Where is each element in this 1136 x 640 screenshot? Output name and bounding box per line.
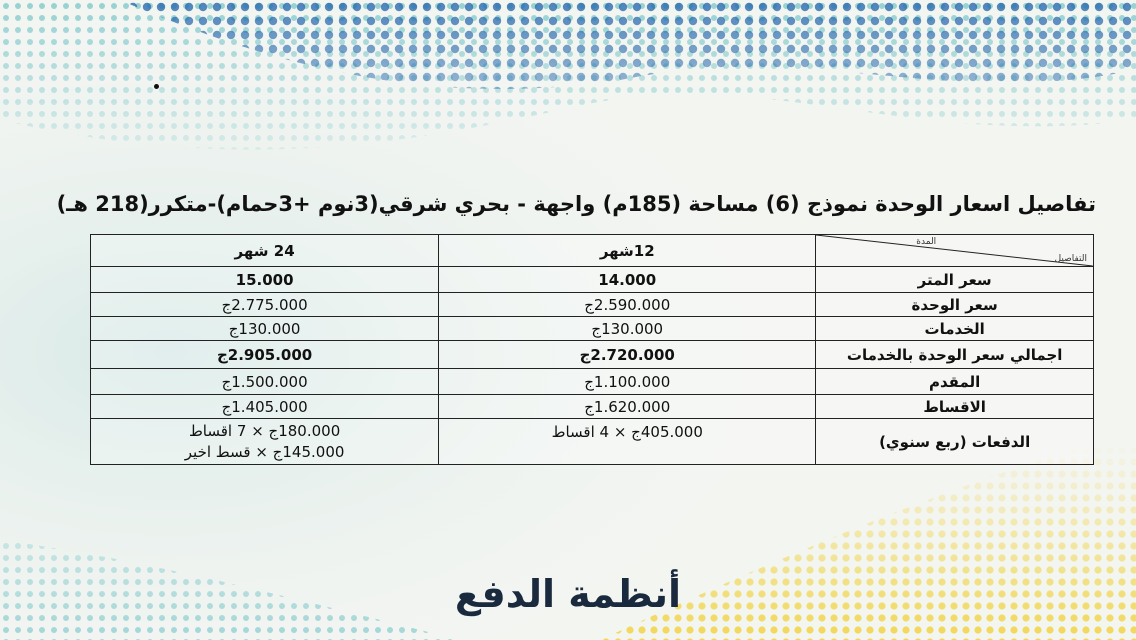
payments-12: 405.000ج × 4 اقساط (439, 419, 816, 465)
installments-24: 1.405.000ج (91, 395, 439, 419)
meter-price-24: 15.000 (91, 267, 439, 293)
table-header-row (91, 235, 1094, 267)
unit-price-12: 2.590.000ج (439, 293, 816, 317)
unit-price-heading: تفاصيل اسعار الوحدة نموذج (6) مساحة (185م) واجهة - بحري شرقي(3نوم +3حمام)-متكرر(218 هـ) (56, 192, 1096, 216)
table-row (91, 293, 1094, 317)
price-details-table (90, 234, 1094, 465)
table-row (91, 369, 1094, 395)
row-label-down-payment: المقدم (816, 369, 1094, 395)
diagonal-line (816, 235, 1093, 266)
corner-details-label: التفاصيل (1054, 254, 1087, 264)
unit-price-24: 2.775.000ج (91, 293, 439, 317)
table-row (91, 395, 1094, 419)
table-row (91, 419, 1094, 465)
payments-24-line2: 145.000ج × قسط اخير (184, 442, 345, 461)
total-24: 2.905.000ج (91, 341, 439, 369)
payments-24 (91, 419, 439, 465)
payment-systems-title: أنظمة الدفع (454, 572, 682, 616)
corner-cell (816, 235, 1094, 267)
row-label-services: الخدمات (816, 317, 1094, 341)
row-label-meter-price: سعر المتر (816, 267, 1094, 293)
payments-24-line1: 180.000ج × 7 اقساط (188, 421, 341, 440)
column-24-months: 24 شهر (91, 235, 439, 267)
row-label-payments-quarterly: الدفعات (ربع سنوي) (816, 419, 1094, 465)
row-label-unit-price: سعر الوحدة (816, 293, 1094, 317)
services-24: 130.000ج (91, 317, 439, 341)
table-row (91, 341, 1094, 369)
down-payment-12: 1.100.000ج (439, 369, 816, 395)
total-12: 2.720.000ج (439, 341, 816, 369)
bullet-dot (154, 84, 159, 89)
services-12: 130.000ج (439, 317, 816, 341)
installments-12: 1.620.000ج (439, 395, 816, 419)
column-12-months: 12شهر (439, 235, 816, 267)
corner-duration-label: المدة (916, 237, 937, 247)
row-label-total-with-services: اجمالي سعر الوحدة بالخدمات (816, 341, 1094, 369)
meter-price-12: 14.000 (439, 267, 816, 293)
down-payment-24: 1.500.000ج (91, 369, 439, 395)
table-row (91, 317, 1094, 341)
row-label-installments: الاقساط (816, 395, 1094, 419)
table-row (91, 267, 1094, 293)
